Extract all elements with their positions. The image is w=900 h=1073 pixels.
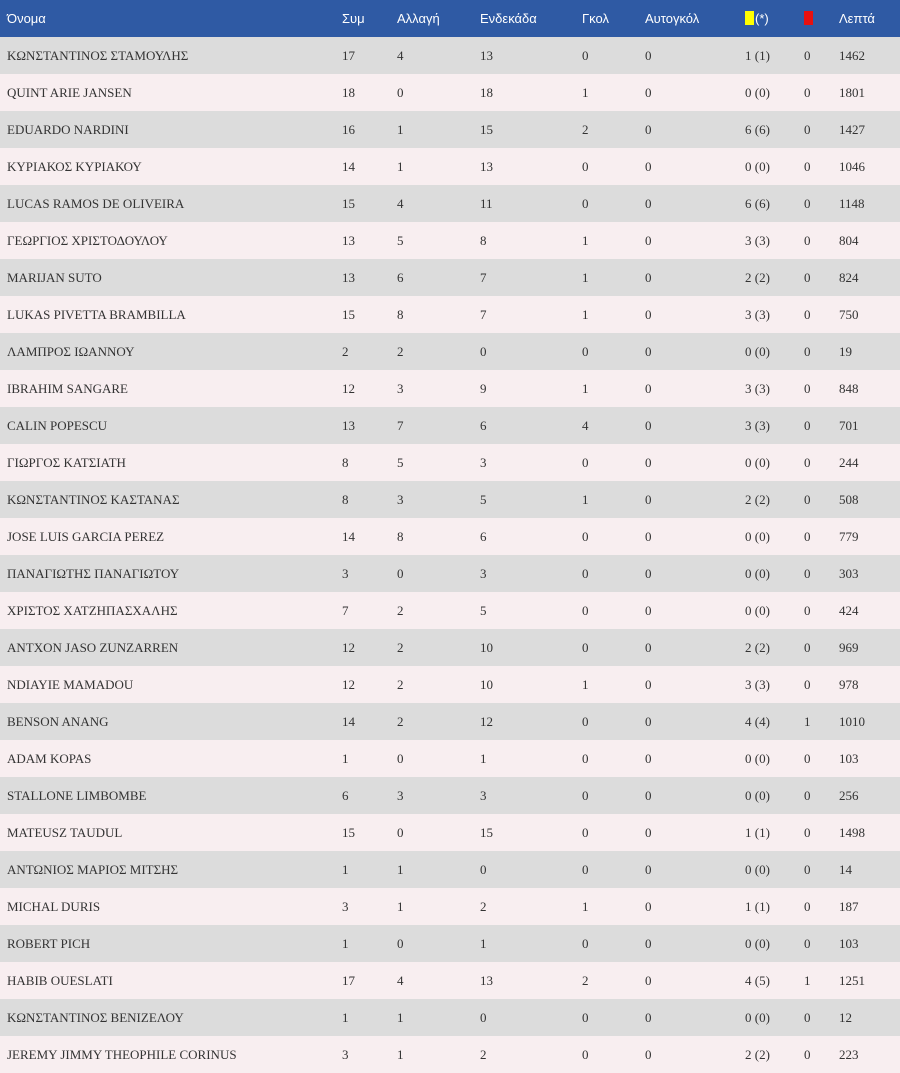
cell-apps: 14: [342, 528, 355, 544]
cell-starts: 5: [480, 491, 487, 507]
cell-minutes: 804: [839, 232, 859, 248]
cell-minutes: 848: [839, 380, 859, 396]
cell-own-goals: 0: [645, 713, 652, 729]
cell-goals: 2: [582, 121, 589, 137]
table-row: [0, 185, 900, 222]
cell-yellow-cards: 3 (3): [745, 232, 770, 248]
cell-red-cards: 0: [804, 935, 811, 951]
cell-red-cards: 0: [804, 380, 811, 396]
cell-sub: 2: [397, 602, 404, 618]
cell-yellow-cards: 0 (0): [745, 787, 770, 803]
cell-starts: 2: [480, 898, 487, 914]
cell-name: ΚΩΝΣΤΑΝΤΙΝΟΣ ΣΤΑΜΟΥΛΗΣ: [7, 47, 189, 63]
cell-sub: 2: [397, 639, 404, 655]
cell-starts: 6: [480, 417, 487, 433]
cell-own-goals: 0: [645, 972, 652, 988]
cell-minutes: 1801: [839, 84, 865, 100]
cell-goals: 1: [582, 380, 589, 396]
table-row: [0, 296, 900, 333]
cell-apps: 3: [342, 898, 349, 914]
column-header-apps[interactable]: Συμ: [342, 11, 365, 26]
cell-red-cards: 0: [804, 269, 811, 285]
column-header-red-cards[interactable]: [804, 0, 839, 37]
cell-starts: 18: [480, 84, 493, 100]
table-header-row: [0, 0, 900, 37]
cell-sub: 5: [397, 454, 404, 470]
cell-yellow-cards: 0 (0): [745, 528, 770, 544]
cell-red-cards: 0: [804, 750, 811, 766]
cell-own-goals: 0: [645, 1009, 652, 1025]
cell-starts: 1: [480, 750, 487, 766]
cell-red-cards: 1: [804, 713, 811, 729]
cell-minutes: 12: [839, 1009, 852, 1025]
cell-apps: 2: [342, 343, 349, 359]
cell-starts: 15: [480, 824, 493, 840]
cell-starts: 5: [480, 602, 487, 618]
table-row: [0, 888, 900, 925]
cell-name: ΚΩΝΣΤΑΝΤΙΝΟΣ ΒΕΝΙΖΕΛΟΥ: [7, 1009, 184, 1025]
cell-starts: 12: [480, 713, 493, 729]
table-row: [0, 999, 900, 1036]
cell-red-cards: 0: [804, 824, 811, 840]
cell-own-goals: 0: [645, 47, 652, 63]
cell-red-cards: 0: [804, 861, 811, 877]
cell-minutes: 978: [839, 676, 859, 692]
cell-apps: 13: [342, 269, 355, 285]
cell-goals: 2: [582, 972, 589, 988]
cell-starts: 1: [480, 935, 487, 951]
cell-own-goals: 0: [645, 787, 652, 803]
cell-own-goals: 0: [645, 306, 652, 322]
cell-minutes: 256: [839, 787, 859, 803]
cell-name: ADAM KOPAS: [7, 750, 92, 766]
table-row: [0, 111, 900, 148]
table-row: [0, 703, 900, 740]
cell-name: MICHAL DURIS: [7, 898, 101, 914]
cell-red-cards: 0: [804, 343, 811, 359]
cell-name: JEREMY JIMMY THEOPHILE CORINUS: [7, 1046, 237, 1062]
cell-sub: 3: [397, 491, 404, 507]
cell-sub: 1: [397, 898, 404, 914]
cell-name: LUCAS RAMOS DE OLIVEIRA: [7, 195, 185, 211]
cell-red-cards: 0: [804, 787, 811, 803]
cell-yellow-cards: 0 (0): [745, 1009, 770, 1025]
cell-yellow-cards: 0 (0): [745, 84, 770, 100]
cell-goals: 1: [582, 491, 589, 507]
cell-own-goals: 0: [645, 84, 652, 100]
cell-sub: 1: [397, 1009, 404, 1025]
cell-starts: 10: [480, 676, 493, 692]
cell-goals: 0: [582, 454, 589, 470]
cell-sub: 3: [397, 380, 404, 396]
cell-red-cards: 0: [804, 898, 811, 914]
cell-apps: 18: [342, 84, 355, 100]
cell-yellow-cards: 0 (0): [745, 454, 770, 470]
yellow-card-icon: [745, 11, 754, 25]
cell-red-cards: 0: [804, 1009, 811, 1025]
table-row: [0, 925, 900, 962]
table-row: [0, 814, 900, 851]
cell-red-cards: 0: [804, 195, 811, 211]
cell-minutes: 19: [839, 343, 852, 359]
cell-starts: 6: [480, 528, 487, 544]
cell-own-goals: 0: [645, 639, 652, 655]
cell-starts: 3: [480, 787, 487, 803]
cell-goals: 1: [582, 232, 589, 248]
cell-goals: 0: [582, 195, 589, 211]
cell-sub: 8: [397, 306, 404, 322]
cell-yellow-cards: 0 (0): [745, 158, 770, 174]
table-row: [0, 555, 900, 592]
cell-starts: 2: [480, 1046, 487, 1062]
cell-goals: 0: [582, 565, 589, 581]
cell-sub: 1: [397, 1046, 404, 1062]
cell-sub: 2: [397, 343, 404, 359]
cell-name: MATEUSZ TAUDUL: [7, 824, 123, 840]
cell-own-goals: 0: [645, 232, 652, 248]
cell-yellow-cards: 3 (3): [745, 417, 770, 433]
table-row: [0, 444, 900, 481]
cell-name: ROBERT PICH: [7, 935, 91, 951]
yellow-card-suffix: (*): [755, 11, 769, 26]
cell-yellow-cards: 1 (1): [745, 898, 770, 914]
cell-name: ΚΩΝΣΤΑΝΤΙΝΟΣ ΚΑΣΤΑΝΑΣ: [7, 491, 180, 507]
table-row: [0, 148, 900, 185]
cell-yellow-cards: 0 (0): [745, 861, 770, 877]
cell-name: ΚΥΡΙΑΚΟΣ ΚΥΡΙΑΚΟΥ: [7, 158, 142, 174]
cell-starts: 7: [480, 306, 487, 322]
cell-goals: 0: [582, 158, 589, 174]
table-row: [0, 407, 900, 444]
cell-apps: 3: [342, 565, 349, 581]
cell-sub: 0: [397, 935, 404, 951]
cell-name: LUKAS PIVETTA BRAMBILLA: [7, 306, 186, 322]
cell-own-goals: 0: [645, 121, 652, 137]
cell-sub: 3: [397, 787, 404, 803]
cell-minutes: 103: [839, 750, 859, 766]
cell-name: ΓΙΩΡΓΟΣ ΚΑΤΣΙΑΤΗ: [7, 454, 126, 470]
cell-sub: 1: [397, 158, 404, 174]
table-row: [0, 962, 900, 999]
cell-own-goals: 0: [645, 158, 652, 174]
cell-yellow-cards: 2 (2): [745, 491, 770, 507]
table-row: [0, 481, 900, 518]
cell-apps: 12: [342, 639, 355, 655]
cell-minutes: 969: [839, 639, 859, 655]
cell-yellow-cards: 2 (2): [745, 639, 770, 655]
cell-minutes: 1498: [839, 824, 865, 840]
cell-red-cards: 0: [804, 1046, 811, 1062]
cell-goals: 4: [582, 417, 589, 433]
cell-starts: 0: [480, 861, 487, 877]
cell-starts: 13: [480, 47, 493, 63]
cell-starts: 3: [480, 565, 487, 581]
cell-apps: 14: [342, 158, 355, 174]
cell-sub: 2: [397, 713, 404, 729]
cell-red-cards: 0: [804, 602, 811, 618]
cell-minutes: 1427: [839, 121, 865, 137]
column-header-yellow-cards[interactable]: [745, 0, 804, 37]
cell-apps: 1: [342, 935, 349, 951]
cell-name: JOSE LUIS GARCIA PEREZ: [7, 528, 165, 544]
cell-yellow-cards: 4 (4): [745, 713, 770, 729]
cell-minutes: 103: [839, 935, 859, 951]
cell-sub: 0: [397, 824, 404, 840]
cell-apps: 13: [342, 417, 355, 433]
table-row: [0, 777, 900, 814]
cell-minutes: 14: [839, 861, 852, 877]
cell-name: BENSON ANANG: [7, 713, 109, 729]
cell-apps: 6: [342, 787, 349, 803]
cell-apps: 3: [342, 1046, 349, 1062]
cell-minutes: 779: [839, 528, 859, 544]
cell-apps: 1: [342, 1009, 349, 1025]
cell-apps: 8: [342, 491, 349, 507]
cell-red-cards: 0: [804, 121, 811, 137]
cell-goals: 1: [582, 269, 589, 285]
column-header-own-goals[interactable]: Αυτογκόλ: [645, 11, 700, 26]
cell-red-cards: 0: [804, 528, 811, 544]
cell-minutes: 424: [839, 602, 859, 618]
cell-own-goals: 0: [645, 602, 652, 618]
cell-minutes: 1148: [839, 195, 865, 211]
cell-apps: 15: [342, 195, 355, 211]
cell-starts: 0: [480, 1009, 487, 1025]
table-row: [0, 370, 900, 407]
cell-sub: 5: [397, 232, 404, 248]
column-header-name[interactable]: Όνομα: [7, 11, 46, 26]
cell-own-goals: 0: [645, 861, 652, 877]
cell-yellow-cards: 0 (0): [745, 565, 770, 581]
cell-starts: 15: [480, 121, 493, 137]
cell-own-goals: 0: [645, 1046, 652, 1062]
table-row: [0, 666, 900, 703]
cell-name: IBRAHIM SANGARE: [7, 380, 128, 396]
cell-red-cards: 0: [804, 84, 811, 100]
table-row: [0, 333, 900, 370]
table-row: [0, 851, 900, 888]
cell-goals: 0: [582, 528, 589, 544]
cell-yellow-cards: 1 (1): [745, 824, 770, 840]
cell-name: ΧΡΙΣΤΟΣ ΧΑΤΖΗΠΑΣΧΑΛΗΣ: [7, 602, 178, 618]
cell-red-cards: 0: [804, 232, 811, 248]
cell-red-cards: 0: [804, 158, 811, 174]
column-header-starts[interactable]: Ενδεκάδα: [480, 11, 537, 26]
cell-red-cards: 0: [804, 676, 811, 692]
cell-own-goals: 0: [645, 565, 652, 581]
table-row: [0, 592, 900, 629]
red-card-icon: [804, 11, 813, 25]
cell-yellow-cards: 0 (0): [745, 343, 770, 359]
cell-apps: 12: [342, 380, 355, 396]
cell-name: NDIAYIE MAMADOU: [7, 676, 134, 692]
cell-name: EDUARDO NARDINI: [7, 121, 129, 137]
cell-goals: 0: [582, 1009, 589, 1025]
cell-goals: 0: [582, 639, 589, 655]
cell-red-cards: 0: [804, 491, 811, 507]
cell-sub: 0: [397, 750, 404, 766]
cell-starts: 8: [480, 232, 487, 248]
cell-minutes: 508: [839, 491, 859, 507]
cell-apps: 17: [342, 47, 355, 63]
cell-goals: 0: [582, 47, 589, 63]
cell-goals: 1: [582, 306, 589, 322]
cell-starts: 13: [480, 158, 493, 174]
cell-own-goals: 0: [645, 824, 652, 840]
cell-apps: 7: [342, 602, 349, 618]
cell-name: HABIB OUESLATI: [7, 972, 113, 988]
cell-sub: 4: [397, 972, 404, 988]
cell-starts: 3: [480, 454, 487, 470]
cell-name: ΑΝΤΩΝΙΟΣ ΜΑΡΙΟΣ ΜΙΤΣΗΣ: [7, 861, 179, 877]
cell-goals: 1: [582, 676, 589, 692]
cell-yellow-cards: 2 (2): [745, 269, 770, 285]
cell-sub: 2: [397, 676, 404, 692]
cell-red-cards: 0: [804, 47, 811, 63]
cell-sub: 1: [397, 861, 404, 877]
cell-yellow-cards: 3 (3): [745, 676, 770, 692]
cell-own-goals: 0: [645, 417, 652, 433]
cell-apps: 1: [342, 750, 349, 766]
cell-minutes: 1010: [839, 713, 865, 729]
cell-goals: 0: [582, 602, 589, 618]
cell-own-goals: 0: [645, 380, 652, 396]
cell-sub: 1: [397, 121, 404, 137]
cell-minutes: 1462: [839, 47, 865, 63]
cell-apps: 1: [342, 861, 349, 877]
cell-own-goals: 0: [645, 898, 652, 914]
cell-goals: 1: [582, 84, 589, 100]
cell-yellow-cards: 4 (5): [745, 972, 770, 988]
column-header-sub[interactable]: Αλλαγή: [397, 11, 440, 26]
cell-goals: 0: [582, 1046, 589, 1062]
column-header-goals[interactable]: Γκολ: [582, 11, 609, 26]
cell-red-cards: 0: [804, 639, 811, 655]
table-row: [0, 740, 900, 777]
cell-red-cards: 0: [804, 454, 811, 470]
cell-starts: 7: [480, 269, 487, 285]
cell-apps: 14: [342, 713, 355, 729]
cell-yellow-cards: 6 (6): [745, 121, 770, 137]
cell-own-goals: 0: [645, 676, 652, 692]
cell-name: ANTXON JASO ZUNZARREN: [7, 639, 179, 655]
table-row: [0, 259, 900, 296]
cell-name: ΛΑΜΠΡΟΣ ΙΩΑΝΝΟΥ: [7, 343, 135, 359]
cell-goals: 0: [582, 861, 589, 877]
cell-goals: 0: [582, 713, 589, 729]
cell-apps: 15: [342, 824, 355, 840]
cell-sub: 8: [397, 528, 404, 544]
cell-name: STALLONE LIMBOMBE: [7, 787, 147, 803]
cell-goals: 0: [582, 750, 589, 766]
cell-starts: 10: [480, 639, 493, 655]
cell-goals: 0: [582, 824, 589, 840]
cell-apps: 8: [342, 454, 349, 470]
cell-yellow-cards: 3 (3): [745, 306, 770, 322]
cell-sub: 0: [397, 84, 404, 100]
cell-goals: 1: [582, 898, 589, 914]
cell-apps: 17: [342, 972, 355, 988]
table-row: [0, 629, 900, 666]
cell-sub: 4: [397, 195, 404, 211]
cell-minutes: 223: [839, 1046, 859, 1062]
cell-minutes: 701: [839, 417, 859, 433]
cell-yellow-cards: 0 (0): [745, 750, 770, 766]
cell-minutes: 187: [839, 898, 859, 914]
cell-yellow-cards: 6 (6): [745, 195, 770, 211]
cell-own-goals: 0: [645, 935, 652, 951]
cell-yellow-cards: 1 (1): [745, 47, 770, 63]
cell-name: CALIN POPESCU: [7, 417, 108, 433]
cell-own-goals: 0: [645, 750, 652, 766]
table-row: [0, 518, 900, 555]
cell-own-goals: 0: [645, 454, 652, 470]
cell-minutes: 244: [839, 454, 859, 470]
cell-minutes: 824: [839, 269, 859, 285]
cell-red-cards: 0: [804, 306, 811, 322]
cell-own-goals: 0: [645, 343, 652, 359]
cell-starts: 9: [480, 380, 487, 396]
table-row: [0, 222, 900, 259]
cell-sub: 7: [397, 417, 404, 433]
cell-minutes: 1251: [839, 972, 865, 988]
cell-apps: 13: [342, 232, 355, 248]
cell-apps: 12: [342, 676, 355, 692]
cell-yellow-cards: 3 (3): [745, 380, 770, 396]
cell-starts: 11: [480, 195, 493, 211]
cell-sub: 6: [397, 269, 404, 285]
cell-own-goals: 0: [645, 269, 652, 285]
cell-name: QUINT ARIE JANSEN: [7, 84, 132, 100]
cell-yellow-cards: 0 (0): [745, 935, 770, 951]
cell-name: MARIJAN SUTO: [7, 269, 102, 285]
cell-goals: 0: [582, 935, 589, 951]
cell-name: ΓΕΩΡΓΙΟΣ ΧΡΙΣΤΟΔΟΥΛΟΥ: [7, 232, 168, 248]
cell-apps: 16: [342, 121, 355, 137]
cell-minutes: 750: [839, 306, 859, 322]
table-row: [0, 1036, 900, 1073]
cell-own-goals: 0: [645, 491, 652, 507]
cell-starts: 13: [480, 972, 493, 988]
cell-yellow-cards: 2 (2): [745, 1046, 770, 1062]
cell-own-goals: 0: [645, 195, 652, 211]
column-header-minutes[interactable]: Λεπτά: [839, 11, 875, 26]
cell-name: ΠΑΝΑΓΙΩΤΗΣ ΠΑΝΑΓΙΩΤΟΥ: [7, 565, 180, 581]
cell-sub: 0: [397, 565, 404, 581]
cell-goals: 0: [582, 343, 589, 359]
cell-own-goals: 0: [645, 528, 652, 544]
cell-sub: 4: [397, 47, 404, 63]
cell-minutes: 1046: [839, 158, 865, 174]
cell-goals: 0: [582, 787, 589, 803]
cell-apps: 15: [342, 306, 355, 322]
table-row: [0, 37, 900, 74]
cell-starts: 0: [480, 343, 487, 359]
table-body: [0, 37, 900, 1073]
cell-red-cards: 1: [804, 972, 811, 988]
cell-minutes: 303: [839, 565, 859, 581]
table-row: [0, 74, 900, 111]
cell-red-cards: 0: [804, 417, 811, 433]
cell-yellow-cards: 0 (0): [745, 602, 770, 618]
cell-red-cards: 0: [804, 565, 811, 581]
